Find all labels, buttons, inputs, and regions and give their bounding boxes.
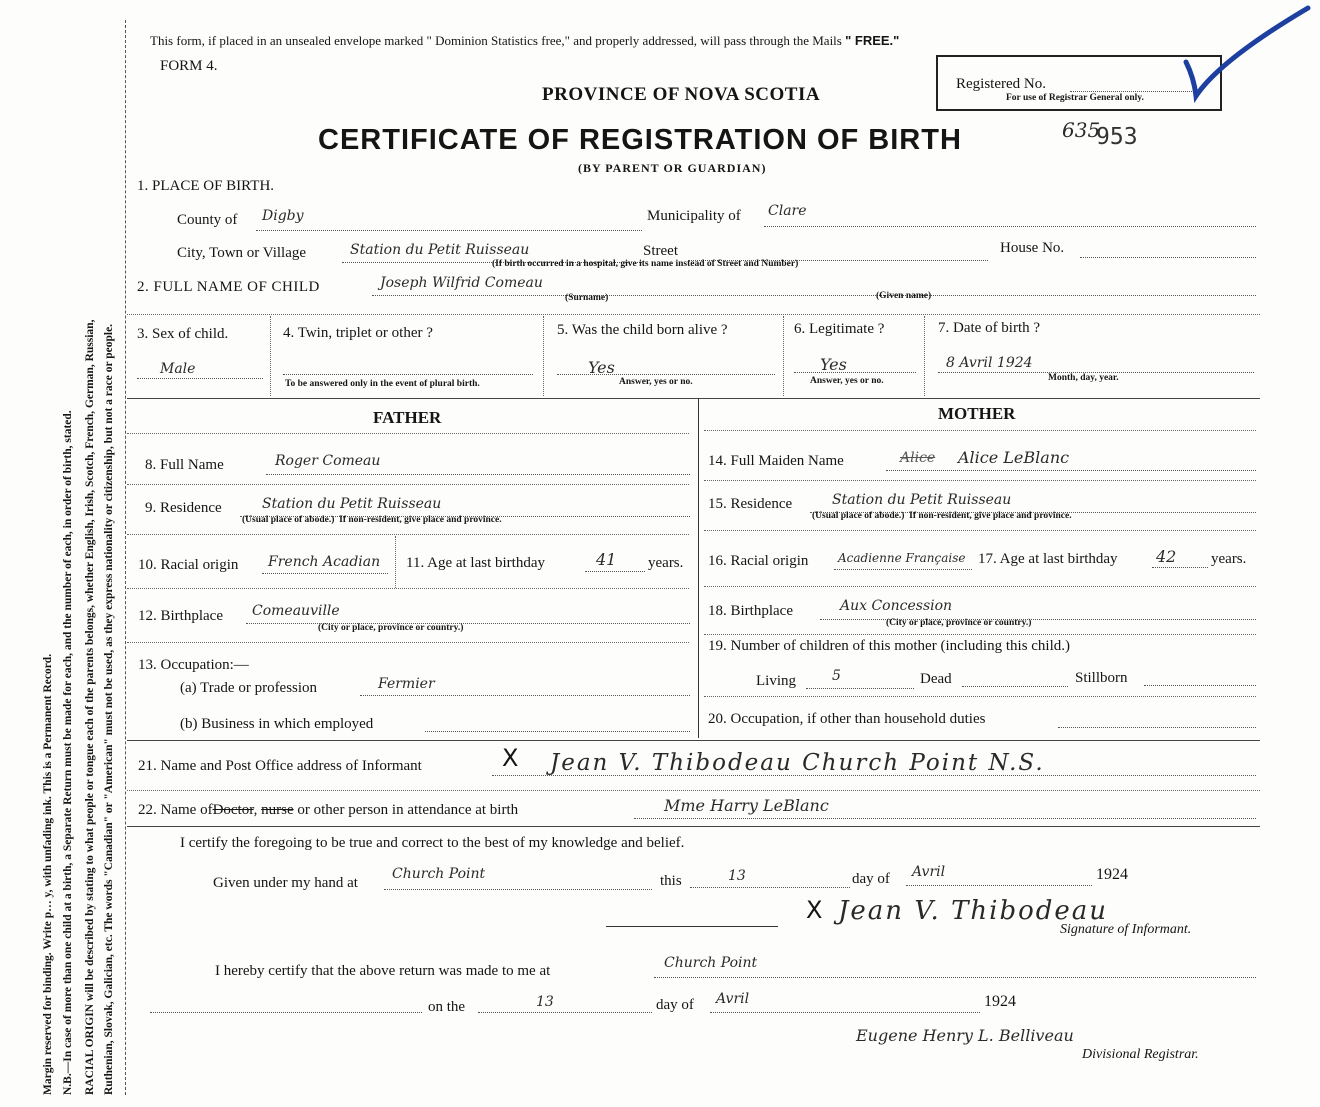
sex-label: 3. Sex of child. — [137, 326, 229, 342]
legitimate-label: 6. Legitimate ? — [794, 321, 885, 337]
father-heading: FATHER — [373, 408, 442, 427]
mother-birthplace-value: Aux Concession — [840, 598, 953, 614]
surname-note: (Surname) — [565, 293, 609, 303]
mother-age-value: 42 — [1156, 547, 1177, 566]
day-value: 13 — [728, 868, 746, 884]
form-number: FORM 4. — [160, 58, 218, 74]
mother-residence-label: 15. Residence — [708, 496, 793, 512]
mother-residence-value: Station du Petit Ruisseau — [832, 492, 1012, 508]
registrar-month: Avril — [716, 991, 750, 1007]
children-dead-label: Dead — [920, 671, 952, 687]
street-note: (If birth occurred in a hospital, give its name instead of Street and Number) — [492, 259, 799, 269]
father-trade-label: (a) Trade or profession — [180, 680, 318, 696]
county-label: County of — [177, 212, 238, 228]
certify-text: I certify the foregoing to be true and correct to the best of my knowledge and belief. — [180, 835, 685, 851]
father-business-label: (b) Business in which employed — [180, 716, 374, 732]
informant-mark: X — [502, 744, 519, 772]
place-of-birth-heading: 1. PLACE OF BIRTH. — [137, 178, 275, 194]
father-birthplace-label: 12. Birthplace — [138, 608, 223, 624]
mother-birthplace-note: (City or place, province or country.) — [886, 618, 1032, 628]
registrar-caption: Divisional Registrar. — [1082, 1047, 1199, 1062]
binding-margin-line — [125, 20, 126, 1095]
mother-age-unit: years. — [1211, 551, 1247, 567]
given-place: Church Point — [392, 866, 486, 882]
month-value: Avril — [912, 864, 946, 880]
on-the-label: on the — [428, 999, 466, 1015]
registered-label: Registered No. — [956, 76, 1046, 92]
mother-name-struck: Alice — [900, 450, 936, 466]
father-residence-value: Station du Petit Ruisseau — [262, 496, 442, 512]
father-residence-note: (Usual place of abode.) If non-resident, give place and province. — [242, 515, 502, 525]
sex-value: Male — [160, 361, 196, 377]
father-occupation-label: 13. Occupation:— — [138, 657, 249, 673]
municipality-value: Clare — [768, 203, 807, 219]
dob-value: 8 Avril 1924 — [946, 355, 1033, 371]
alive-note: Answer, yes or no. — [619, 377, 693, 387]
day-of-label: day of — [852, 871, 890, 887]
checkmark-icon — [1180, 0, 1320, 110]
certificate-title: CERTIFICATE OF REGISTRATION OF BIRTH — [318, 124, 962, 156]
county-value: Digby — [262, 208, 304, 224]
margin-note-plural-birth: N.B.—In case of more than one child at a birth, a Separate Return must be made for each, and the number of each, in order of birth, stated. — [62, 410, 74, 1095]
attendance-label: 22. Name ofDoctor, nurse or other person in attendance at birth — [138, 802, 519, 818]
mother-racial-value: Acadienne Française — [838, 551, 966, 565]
mother-occupation-label: 20. Occupation, if other than household duties — [708, 711, 986, 727]
margin-note-racial-origin: RACIAL ORIGIN will be described by stating to what people or tongue each of the parents belongs, whether English, Irish, Scotch, French, German, Russian, — [84, 319, 96, 1095]
child-name-label: 2. FULL NAME OF CHILD — [137, 279, 320, 295]
father-birthplace-value: Comeauville — [252, 603, 340, 619]
given-label: Given under my hand at — [213, 875, 358, 891]
dob-label: 7. Date of birth ? — [938, 320, 1041, 336]
legitimate-note: Answer, yes or no. — [810, 376, 884, 386]
this-label: this — [660, 873, 682, 889]
municipality-label: Municipality of — [647, 208, 741, 224]
certificate-number-handwritten: 635 — [1062, 118, 1101, 142]
mother-name-value: Alice LeBlanc — [958, 448, 1070, 467]
dob-note: Month, day, year. — [1048, 373, 1119, 383]
twin-label: 4. Twin, triplet or other ? — [283, 325, 433, 341]
province-heading: PROVINCE OF NOVA SCOTIA — [542, 84, 821, 105]
mother-racial-label: 16. Racial origin — [708, 553, 809, 569]
given-name-note: (Given name) — [876, 291, 932, 301]
children-stillborn-label: Stillborn — [1075, 670, 1128, 686]
children-living-label: Living — [756, 673, 796, 689]
father-racial-value: French Acadian — [268, 554, 381, 570]
father-trade-value: Fermier — [378, 676, 435, 692]
year-value: 1924 — [1096, 866, 1128, 883]
city-value: Station du Petit Ruisseau — [350, 242, 530, 258]
informant-signature: Jean V. Thibodeau — [838, 896, 1109, 926]
city-label: City, Town or Village — [177, 245, 307, 261]
margin-note-racial-origin-cont: Ruthenian, Slovak, Galician, etc. The words "Canadian" or "American" must not be used, as they express nationality or citizenship, but not a race or people. — [103, 323, 115, 1095]
registrar-certify-text: I hereby certify that the above return was made to me at — [215, 963, 551, 979]
registered-note: For use of Registrar General only. — [1006, 93, 1144, 103]
certificate-number-stamp: 953 — [1096, 124, 1138, 150]
certificate-subtitle: (BY PARENT OR GUARDIAN) — [578, 161, 767, 175]
registrar-signature: Eugene Henry L. Belliveau — [856, 1026, 1074, 1045]
alive-value: Yes — [588, 358, 615, 377]
margin-note-binding: Margin reserved for binding. Write p… y, with unfading ink. This is a Permanent Record. — [42, 653, 54, 1095]
father-age-unit: years. — [648, 555, 684, 571]
mail-notice: This form, if placed in an unsealed envelope marked " Dominion Statistics free," and properly addressed, will pass through the Mails " FREE." — [150, 33, 900, 48]
twin-note: To be answered only in the event of plural birth. — [285, 379, 480, 389]
registrar-day-of-label: day of — [656, 997, 694, 1013]
child-name-value: Joseph Wilfrid Comeau — [380, 275, 543, 291]
registrar-day: 13 — [536, 994, 554, 1010]
mother-birthplace-label: 18. Birthplace — [708, 603, 793, 619]
children-living-value: 5 — [832, 668, 841, 684]
mother-age-label: 17. Age at last birthday — [978, 551, 1118, 567]
mother-name-label: 14. Full Maiden Name — [708, 453, 844, 469]
signature-caption: Signature of Informant. — [1060, 922, 1192, 937]
street-label: Street — [643, 243, 678, 259]
attendance-value: Mme Harry LeBlanc — [664, 796, 829, 815]
registrar-year: 1924 — [984, 993, 1016, 1010]
house-number-label: House No. — [1000, 240, 1065, 256]
mother-children-label: 19. Number of children of this mother (including this child.) — [708, 638, 1071, 654]
father-name-value: Roger Comeau — [275, 453, 381, 469]
signature-mark: X — [806, 896, 823, 924]
informant-value: Jean V. Thibodeau Church Point N.S. — [550, 750, 1045, 776]
father-age-label: 11. Age at last birthday — [406, 555, 545, 571]
registrar-place: Church Point — [664, 955, 758, 971]
mother-heading: MOTHER — [938, 404, 1016, 423]
informant-label: 21. Name and Post Office address of Informant — [138, 758, 422, 774]
father-name-label: 8. Full Name — [145, 457, 224, 473]
alive-label: 5. Was the child born alive ? — [557, 322, 728, 338]
mother-residence-note: (Usual place of abode.) If non-resident, give place and province. — [812, 511, 1072, 521]
legitimate-value: Yes — [820, 355, 847, 374]
father-racial-label: 10. Racial origin — [138, 557, 239, 573]
father-birthplace-note: (City or place, province or country.) — [318, 623, 464, 633]
father-residence-label: 9. Residence — [145, 500, 222, 516]
father-age-value: 41 — [596, 550, 617, 569]
